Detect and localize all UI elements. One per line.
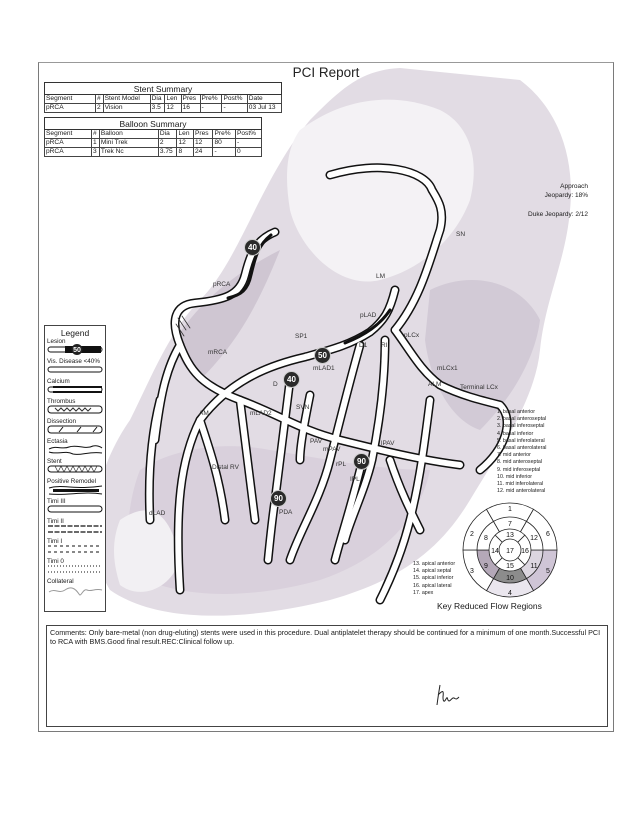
svg-text:50: 50 [73,347,81,354]
legend-item-collateral: Collateral [47,578,105,598]
vessel-label-pav: PAV [310,438,323,445]
col-header: Stent Model [103,95,150,104]
legend-item-dissection: Dissection [47,418,105,438]
legend-item-vis-disease: Vis. Disease <40% [47,358,105,378]
table-row [45,148,262,157]
ectasia-icon [47,444,103,456]
cell: - [213,148,236,157]
col-header: Segment [45,95,96,104]
col-header: Segment [45,130,92,139]
cell: pRCA [45,104,96,113]
vessel-label-mlcx1: mLCx1 [437,365,458,372]
table-row [45,139,262,148]
legend-item-timi3: Timi III [47,498,105,518]
segment-item: 17. apex [413,589,434,596]
vessel-label-distal-rv: Distal RV [212,464,239,471]
vessel-label-dlad: dLAD [149,510,166,517]
col-header: Pres [181,95,200,104]
stent-summary-table [44,82,282,113]
col-header: Len [177,130,194,139]
vessel-label-am: AM [199,410,209,417]
segment-item: 9. mid inferoseptal [497,466,541,473]
legend-item-timi2: Timi II [47,518,105,538]
balloon-summary-table [44,117,262,157]
approach-jeopardy [545,183,588,200]
vessel-label-svn: SVN [296,404,310,411]
legend-item-positive-remodel: Positive Remodel [47,478,105,498]
balloon-summary-caption: Balloon Summary [45,118,262,130]
thrombus-icon [47,404,103,414]
cell: pRCA [45,139,92,148]
segment-item: 15. apical inferior [413,575,454,582]
approach-label: Approach [560,183,588,190]
cell: 3 [92,148,100,157]
timi0-icon [47,564,103,574]
segment-item: 11. mid inferolateral [497,481,544,488]
lesion-badge-mlad: 40 [283,371,300,388]
segment-item: 1. basal anterior [497,409,535,415]
positive-remodel-icon [47,484,103,496]
segment-item: 13. apical anterior [413,561,456,567]
legend-item-thrombus: Thrombus [47,398,105,418]
legend-item-timi1: Timi I [47,538,105,558]
col-header: Dia [150,95,165,104]
legend-item-calcium: Calcium [47,378,105,398]
approach-value: Jeopardy: 18% [544,191,588,199]
segment-item: 2. basal anteroseptal [497,416,547,423]
vessel-label-sp1: SP1 [295,333,308,340]
comments-box [46,625,608,727]
legend-item-timi0: Timi 0 [47,558,105,578]
vessel-label-lm: LM [376,273,386,280]
seg-6: 6 [546,531,550,538]
lesion-badge-prca: 40 [244,239,261,256]
col-header: Dia [158,130,177,139]
segment-item: 5. basal inferolateral [497,437,545,444]
col-header: Post% [235,130,261,139]
seg-9: 9 [484,563,488,570]
cell: 3.75 [158,148,177,157]
segment-item: 6. basal anterolateral [497,445,547,452]
vessel-label-mrca: mRCA [208,349,228,356]
segment-item: 8. mid anteroseptal [497,459,543,466]
col-header: Balloon [99,130,158,139]
seg-10: 10 [506,575,514,582]
col-header: Post% [222,95,247,104]
vessel-label-prca: pRCA [213,281,231,288]
cell: 1 [92,139,100,148]
bullseye-polar-map [460,500,560,600]
cell: pRCA [45,148,92,157]
vessel-label-ipl: IPL [350,476,360,483]
seg-4: 4 [508,590,512,597]
segment-list-apical [413,561,455,597]
vessel-label-d1: D1 [359,342,368,349]
timi3-icon [47,504,103,514]
cell: Mini Trek [99,139,158,148]
legend-item-lesion: Lesion 50 [47,338,105,358]
seg-1: 1 [508,506,512,513]
seg-13: 13 [506,532,514,539]
vessel-label-lpav: lPAV [381,440,395,447]
lesion-badge-pda: 90 [270,490,287,507]
vessel-label-rpl: rPL [336,461,347,468]
cell: - [200,104,222,113]
cell: 03 Jul 13 [247,104,281,113]
legend-title: Legend [60,328,90,338]
seg-7: 7 [508,521,512,528]
col-header: # [96,95,104,104]
col-header: Len [165,95,181,104]
vis-disease-icon [47,364,103,374]
stent-summary-header [45,95,282,104]
seg-15: 15 [506,563,514,570]
seg-14: 14 [491,548,499,555]
col-header: Pres [193,130,212,139]
col-header: Pre% [213,130,236,139]
segment-item: 7. mid anterior [497,452,531,459]
vessel-label-plcx: pLCx [404,332,420,339]
legend-item-ectasia: Ectasia [47,438,105,458]
lesion-badge-plad: 50 [314,347,331,364]
calcium-icon [47,384,103,394]
stent-summary-caption: Stent Summary [45,83,282,95]
comments-text: Comments: Only bare-metal (non drug-eluting) stents were used in this procedure. Dual antiplatelet therapy should be continued for a minimum of one month.Successful PCI to RCA with BMS.Good final result.REC:Clinical follow up. [50,628,601,646]
stent-icon [47,464,103,474]
col-header: Pre% [200,95,222,104]
timi2-icon [47,524,103,534]
cell: 16 [181,104,200,113]
segment-item: 4. basal inferior [497,430,534,437]
col-header: Date [247,95,281,104]
seg-16: 16 [521,548,529,555]
seg-8: 8 [484,535,488,542]
cell: 12 [165,104,181,113]
cell: 2 [158,139,177,148]
legend-panel [44,325,106,612]
cell: 12 [193,139,212,148]
vessel-label-mlad1: mLAD1 [313,365,335,372]
vessel-label-pda: PDA [279,509,293,516]
vessel-label-alm: ALM [428,381,442,388]
duke-jeopardy: Duke Jeopardy: 2/12 [528,211,588,218]
seg-5: 5 [546,568,550,575]
seg-3: 3 [470,568,474,575]
vessel-label-d: D [273,381,278,388]
seg-11: 11 [530,563,538,570]
seg-12: 12 [530,535,538,542]
signature-icon [434,683,464,708]
cell: 24 [193,148,212,157]
cell: Vision [103,104,150,113]
cell: 3.5 [150,104,165,113]
cell: 0 [235,148,261,157]
vessel-label-ri: RI [381,342,388,349]
segment-item: 3. basal inferoseptal [497,423,545,430]
lesion-badge-mpav: 90 [353,453,370,470]
cell: 8 [177,148,194,157]
cell: 12 [177,139,194,148]
reduced-flow-title: Key Reduced Flow Regions [437,601,542,611]
lesion-sample-icon [47,344,103,356]
cell: Trek Nc [99,148,158,157]
legend-item-stent: Stent [47,458,105,478]
cell: - [235,139,261,148]
cell: 80 [213,139,236,148]
seg-2: 2 [470,531,474,538]
cell: - [222,104,247,113]
segment-item: 12. mid anterolateral [497,488,546,495]
seg-17: 17 [506,548,514,555]
vessel-label-mpav: mPAV [323,446,341,453]
cell: 2 [96,104,104,113]
segment-item: 10. mid inferior [497,473,533,480]
report-title: PCI Report [292,65,360,80]
vessel-label-plad: pLAD [360,312,377,319]
segment-list-basal-mid [497,409,546,495]
segment-item: 16. apical lateral [413,582,452,589]
balloon-summary-header [45,130,262,139]
dissection-icon [47,424,103,434]
col-header: # [92,130,100,139]
vessel-label-terminal-lcx: Terminal LCx [460,384,498,391]
table-row [45,104,282,113]
timi1-icon [47,544,103,554]
segment-item: 14. apical septal [413,568,452,575]
vessel-label-mlad2: mLAD2 [250,410,272,417]
collateral-icon [47,584,103,598]
vessel-label-sn: SN [456,231,466,238]
